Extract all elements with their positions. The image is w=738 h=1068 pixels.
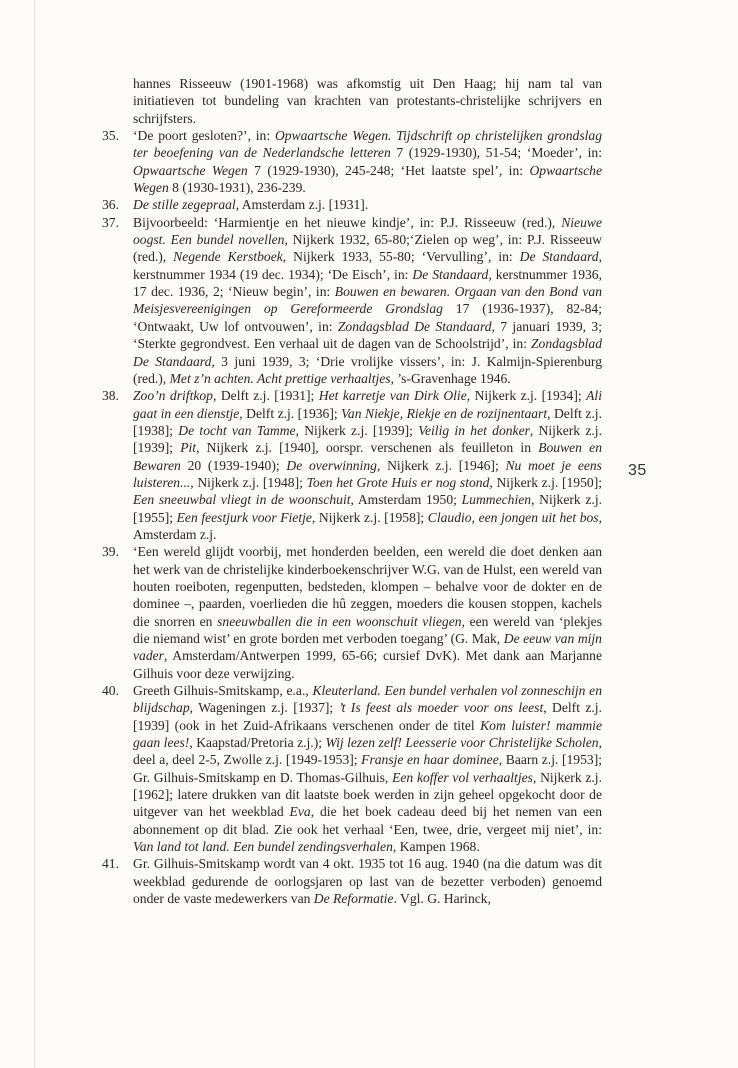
endnote xyxy=(102,682,602,855)
endnote-number: 39. xyxy=(102,544,119,560)
italic-title: De Reformatie xyxy=(313,891,394,907)
endnote-segment: , Nijkerk z.j. [1939]; xyxy=(295,422,419,438)
endnote-segment: , Nijkerk z.j. [1958]; xyxy=(311,509,428,525)
endnote-segment: , Kampen 1968. xyxy=(392,839,480,855)
endnotes xyxy=(102,75,602,908)
italic-title: De overwinning xyxy=(286,457,377,473)
endnote xyxy=(102,855,602,907)
endnote-number: 38. xyxy=(102,388,119,404)
gutter-line xyxy=(34,0,35,1068)
endnote-segment: , Nijkerk z.j. [1948]; xyxy=(190,474,307,490)
italic-title: ’t Is feest als moeder voor ons leest xyxy=(338,700,544,716)
italic-title: sneeuwballen die in een woonschuit vliegen xyxy=(217,613,462,629)
endnote-text xyxy=(133,387,602,543)
italic-title: Bouwen en Bewaren xyxy=(133,440,602,473)
italic-title: De stille zegepraal xyxy=(133,197,236,213)
continued-note-text: hannes Risseeuw (1901-1968) was afkomstig uit Den Haag; hij nam tal van initiatieven tot bundeling van krachten van protestants-christelijke schrijvers en schrijfsters. xyxy=(133,76,602,126)
italic-title: Met z’n achten. Acht prettige verhaaltjes xyxy=(169,370,391,386)
endnote-text xyxy=(133,127,602,196)
italic-title: Zoo’n driftkop xyxy=(133,388,213,404)
endnote-text xyxy=(133,543,602,682)
endnote-segment: , Nijkerk z.j. [1939]; xyxy=(133,422,602,456)
endnote-text xyxy=(133,214,602,387)
endnote-number: 36. xyxy=(102,197,119,213)
italic-title: Kleuterland. Een bundel verhalen vol zonneschijn en blijdschap xyxy=(133,683,602,716)
endnote-segment: , Nijkerk 1933, 55-80; ‘Vervulling’, in: xyxy=(282,249,520,265)
italic-title: Claudio, een jongen uit het bos xyxy=(427,509,599,525)
italic-title: De Standaard xyxy=(412,266,489,282)
endnote-segment: Bijvoorbeeld: ‘Harmientje en het nieuwe kindje’, in: P.J. Risseeuw (red.), xyxy=(133,214,562,230)
endnote-segment: , Nijkerk z.j. [1940], oorspr. verschenen als feuilleton in xyxy=(196,440,539,456)
italic-title: Veilig in het donker xyxy=(418,422,530,438)
endnote-segment: , Amsterdam z.j. [1931]. xyxy=(235,197,369,213)
italic-title: Een koffer vol verhaaltjes xyxy=(392,769,533,785)
endnote xyxy=(102,196,602,213)
endnote-segment: , Amsterdam/Antwerpen 1999, 65-66; cursief DvK). Met dank aan Marjanne Gilhuis voor deze verwijzing. xyxy=(133,648,602,681)
italic-title: Een feestjurk voor Fietje xyxy=(176,509,312,525)
endnote-segment: , Amsterdam z.j. xyxy=(133,509,602,542)
italic-title: Van Niekje, Riekje en de rozijnentaart xyxy=(341,405,548,421)
endnote-segment: Greeth Gilhuis-Smitskamp, e.a., xyxy=(133,683,313,699)
italic-title: Bouwen en bewaren. Orgaan van den Bond van Meisjesvereenigingen op Gereformeerde Grondslag xyxy=(133,284,602,317)
italic-title: Zondagsblad De Standaard xyxy=(337,318,492,334)
italic-title: De eeuw van mijn vader xyxy=(133,631,602,664)
endnote-number: 37. xyxy=(102,214,119,230)
endnote-segment: , die het boek cadeau deed bij het nemen van een abonnement op dit blad. Zie ook het verhaal ‘Een, twee, drie, vergeet mij niet’, in: xyxy=(133,804,603,837)
endnote-segment: ‘Een wereld glijdt voorbij, met honderden beelden, een wereld die doet denken aan het werk van de christelijke kinderboekenschrijver W.G. van de Hulst, een wereld van houten roeiboten, regenputten, bedsteden, klompen – behalve voor de dokter en de dominee –, paarden, voerlieden die hû zeggen, moeders die kousen stoppen, kachels die snorren en xyxy=(133,544,602,629)
italic-title: Zondagsblad De Standaard xyxy=(133,336,602,369)
italic-title: Opwaartsche Wegen xyxy=(133,162,602,196)
endnote-segment: , 7 januari 1939, 3; ‘Sterkte gegrondvest. Een verhaal uit de dagen van de Schoolstrijd’, in: xyxy=(133,318,602,352)
italic-title: Een sneeuwbal vliegt in de woonschuit xyxy=(133,492,351,508)
italic-title: Nieuwe oogst. Een bundel novellen xyxy=(133,214,602,248)
endnote-text xyxy=(133,196,602,213)
endnote xyxy=(102,543,602,682)
italic-title: Lummechien xyxy=(461,492,532,508)
endnote-segment: , Kaapstad/Pretoria z.j.); xyxy=(189,735,326,751)
endnote-segment: 17 (1936-1937), 82-84; ‘Ontwaakt, Uw lof ontvouwen’, in: xyxy=(133,301,602,334)
italic-title: Opwaartsche Wegen xyxy=(133,162,248,178)
endnote-segment: , Delft z.j. [1931]; xyxy=(212,388,319,404)
endnote xyxy=(102,214,602,387)
endnote-segment: , Nijkerk 1932, 65-80;‘Zielen op weg’, in: P.J. Risseeuw (red.), xyxy=(133,232,602,265)
endnote-segment: Gr. Gilhuis-Smitskamp wordt van 4 okt. 1935 tot 16 aug. 1940 (na die datum was dit weekblad gedurende de oorlogsjaren op last van de bezetter verboden) genoemd onder de vaste medewerkers van xyxy=(133,856,602,907)
endnote-segment: , kerstnummer 1934 (19 dec. 1934); ‘De Eisch’, in: xyxy=(133,249,602,282)
endnote xyxy=(102,387,602,543)
endnote-segment: , Nijkerk z.j. [1950]; xyxy=(489,474,603,490)
italic-title: Ali gaat in een dienstje xyxy=(133,388,602,421)
endnote-number: 40. xyxy=(102,683,119,699)
endnote-segment: , Delft z.j. [1938]; xyxy=(133,405,602,438)
italic-title: Van land tot land. Een bundel zendingsverhalen xyxy=(133,839,393,855)
endnote-text xyxy=(133,682,602,855)
italic-title: Opwaartsche Wegen. Tijdschrift op christelijken grondslag ter beoefening van de Nederlandsche letteren xyxy=(133,128,602,161)
endnote-segment: , Nijkerk z.j. [1934]; xyxy=(466,388,587,404)
endnote-segment: . Vgl. G. Harinck, xyxy=(393,891,491,907)
italic-title: Negende Kerstboek xyxy=(173,249,283,265)
italic-title: De Standaard xyxy=(519,249,599,265)
endnote-segment: 8 (1930-1931), 236-239. xyxy=(168,180,306,196)
italic-title: Toen het Grote Huis er nog stond xyxy=(306,474,490,490)
endnote-segment: , Amsterdam 1950; xyxy=(350,492,462,508)
endnote xyxy=(102,127,602,196)
endnote-number: 41. xyxy=(102,856,119,872)
italic-title: Wij lezen zelf! Leesserie voor Christelijke Scholen xyxy=(325,735,599,751)
italic-title: Het karretje van Dirk Olie xyxy=(318,388,467,404)
endnote-segment: , Nijkerk z.j. [1955]; xyxy=(133,492,603,525)
italic-title: Pit xyxy=(180,440,197,456)
endnote-segment: , ’s-Gravenhage 1946. xyxy=(390,370,511,386)
endnote-number: 35. xyxy=(102,128,119,144)
italic-title: Fransje en haar dominee xyxy=(361,752,499,768)
endnote-text xyxy=(133,855,602,907)
endnote-segment: , kerstnummer 1936, 17 dec. 1936, 2; ‘Nieuw begin’, in: xyxy=(133,266,602,300)
endnote-segment: , deel a, deel 2-5, Zwolle z.j. [1949-1953]; xyxy=(133,735,602,768)
endnote-segment: , Baarn z.j. [1953]; Gr. Gilhuis-Smitskamp en D. Thomas-Gilhuis, xyxy=(133,752,602,785)
endnote-segment: 20 (1939-1940); xyxy=(180,457,287,473)
notes-list xyxy=(102,127,602,907)
endnote-segment: , Delft z.j. [1939] (ook in het Zuid-Afrikaans verschenen onder de titel xyxy=(133,700,602,733)
endnote-segment: , Nijkerk z.j. [1962]; latere drukken van dit laatste boek werden in zijn geheel opgekocht door de uitgever van het weekblad xyxy=(133,769,602,820)
italic-title: De tocht van Tamme xyxy=(178,422,296,438)
endnote-segment: , Delft z.j. [1936]; xyxy=(239,405,342,421)
endnote-segment: , Wageningen z.j. [1937]; xyxy=(189,700,339,716)
endnote-segment: , Nijkerk z.j. [1946]; xyxy=(376,457,506,473)
italic-title: Nu moet je eens luisteren... xyxy=(133,457,602,490)
page-number: 35 xyxy=(628,462,647,479)
endnote-segment: , een wereld van ‘plekjes die niemand wist’ en grote borden met verboden toegang’ (G. Mak, xyxy=(133,613,603,646)
italic-title: Eva xyxy=(289,804,311,820)
endnote-segment: , 3 juni 1939, 3; ‘Drie vrolijke vissers’, in: J. Kalmijn-Spierenburg (red.), xyxy=(133,353,602,386)
endnote-segment: 7 (1929-1930), 245-248; ‘Het laatste spel’, in: xyxy=(247,162,530,178)
endnote-segment: ‘De poort gesloten?’, in: xyxy=(133,128,275,144)
italic-title: Kom luister! mammie gaan lees! xyxy=(133,717,602,751)
endnote-segment: 7 (1929-1930), 51-54; ‘Moeder’, in: xyxy=(390,145,602,161)
